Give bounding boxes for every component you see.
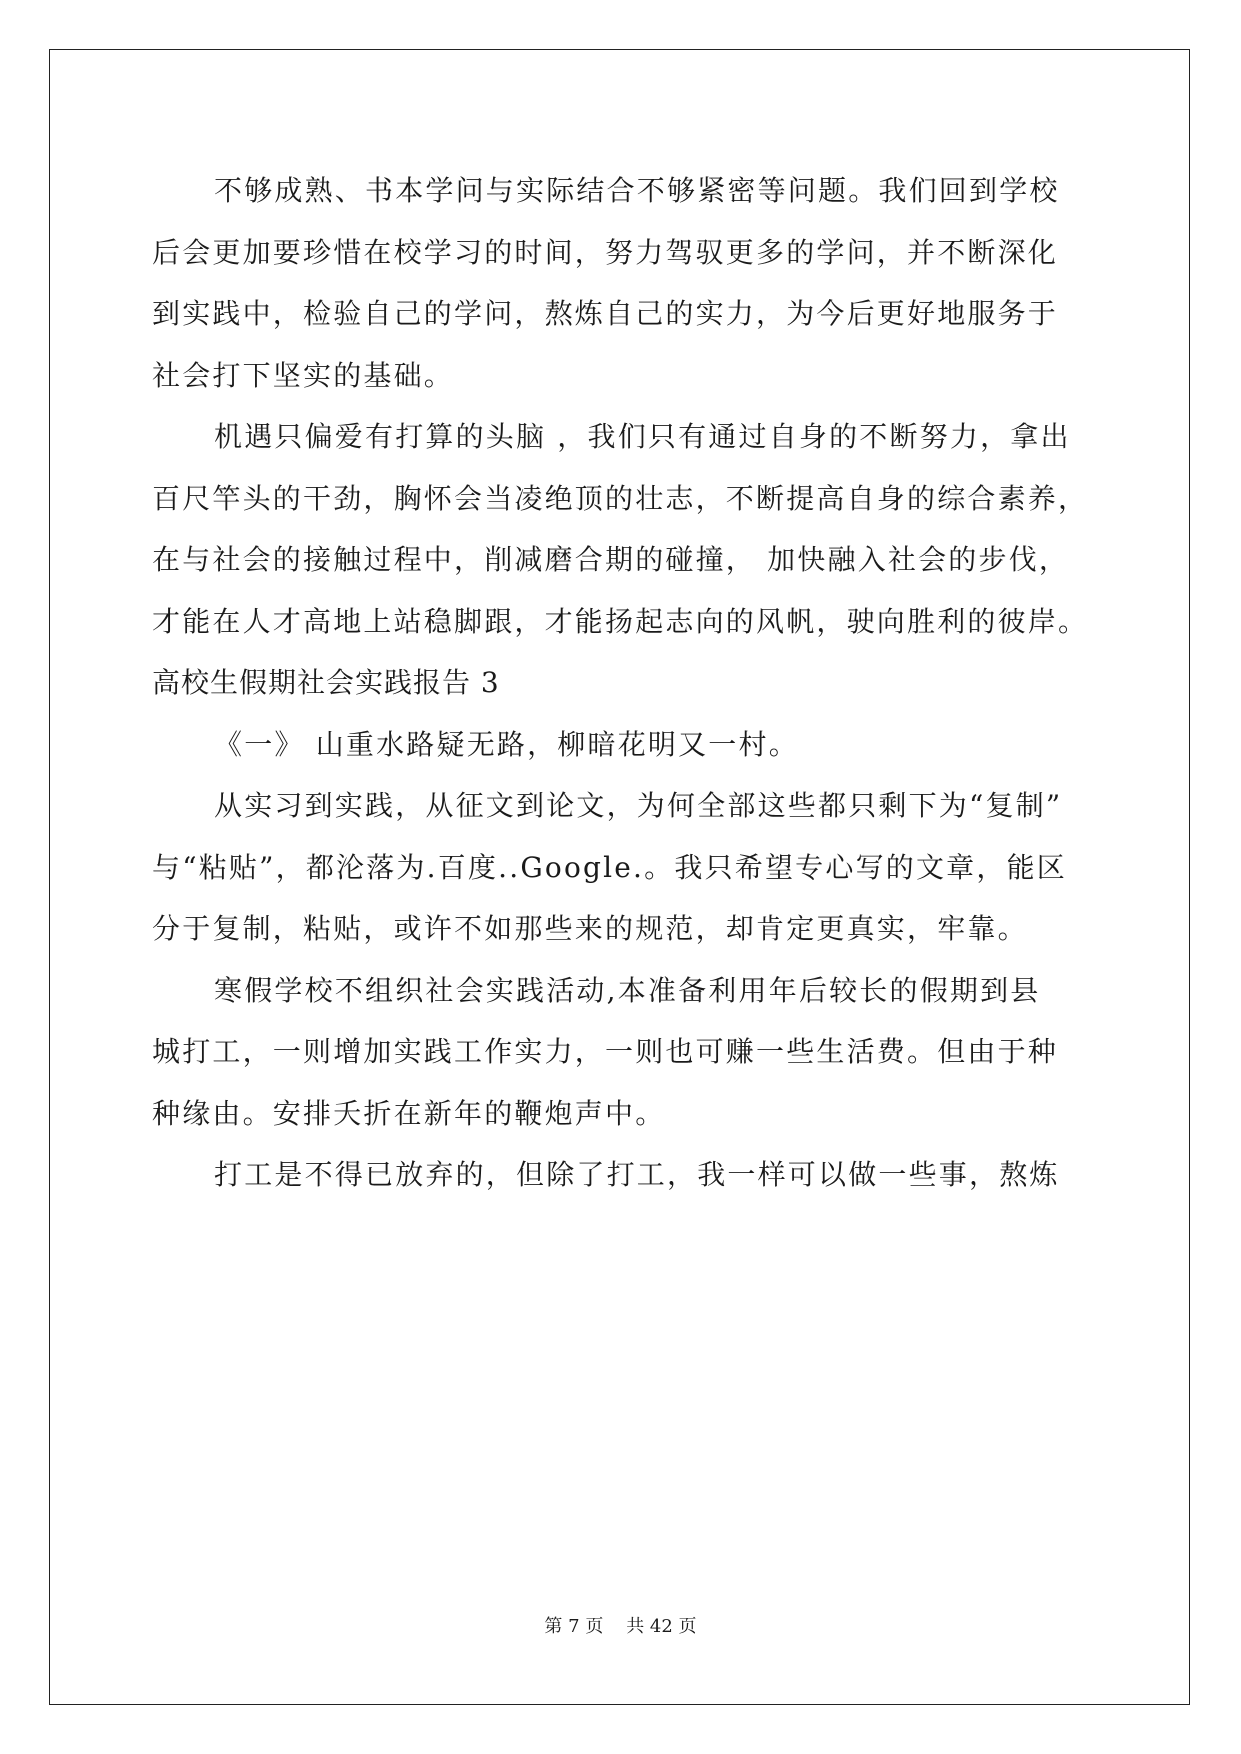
text-line: 百尺竿头的干劲，胸怀会当凌绝顶的壮志，不断提高自身的综合素养，	[152, 481, 1089, 515]
text-line: 才能在人才高地上站稳脚跟，才能扬起志向的风帆，驶向胜利的彼岸。	[152, 604, 1089, 638]
text-line: 机遇只偏爱有打算的头脑 ，我们只有通过自身的不断努力，拿出	[214, 420, 1071, 453]
text-line: 寒假学校不组织社会实践活动,本准备利用年后较长的假期到县	[214, 973, 1041, 1007]
text-line: 打工是不得已放弃的，但除了打工，我一样可以做一些事，熬炼	[214, 1158, 1060, 1191]
text-line: 种缘由。安排夭折在新年的鞭炮声中。	[152, 1096, 666, 1130]
text-line: 城打工，一则增加实践工作实力，一则也可赚一些生活费。但由于种	[152, 1035, 1059, 1068]
text-line: 与“粘贴”，都沦落为.百度..Google.。我只希望专心写的文章，能区	[152, 850, 1067, 884]
text-line: 后会更加要珍惜在校学习的时间，努力驾驭更多的学问，并不断深化	[152, 235, 1059, 269]
document-body	[152, 160, 1092, 1206]
text-line: 《一》 山重水路疑无路，柳暗花明又一村。	[214, 727, 799, 761]
text-line: 到实践中，检验自己的学问，熬炼自己的实力，为今后更好地服务于	[152, 297, 1059, 330]
text-line: 从实习到实践，从征文到论文，为何全部这些都只剩下为“复制”	[214, 789, 1063, 822]
text-line: 社会打下坚实的基础。	[152, 358, 455, 392]
text-line: 分于复制，粘贴，或许不如那些来的规范，却肯定更真实，牢靠。	[152, 912, 1028, 945]
page-number-footer: 第 7 页 共 42 页	[544, 1616, 697, 1637]
section-heading: 高校生假期社会实践报告 3	[152, 666, 500, 699]
text-line: 在与社会的接触过程中，削减磨合期的碰撞， 加快融入社会的步伐，	[152, 543, 1070, 576]
text-line: 不够成熟、书本学问与实际结合不够紧密等问题。我们回到学校	[214, 174, 1060, 207]
